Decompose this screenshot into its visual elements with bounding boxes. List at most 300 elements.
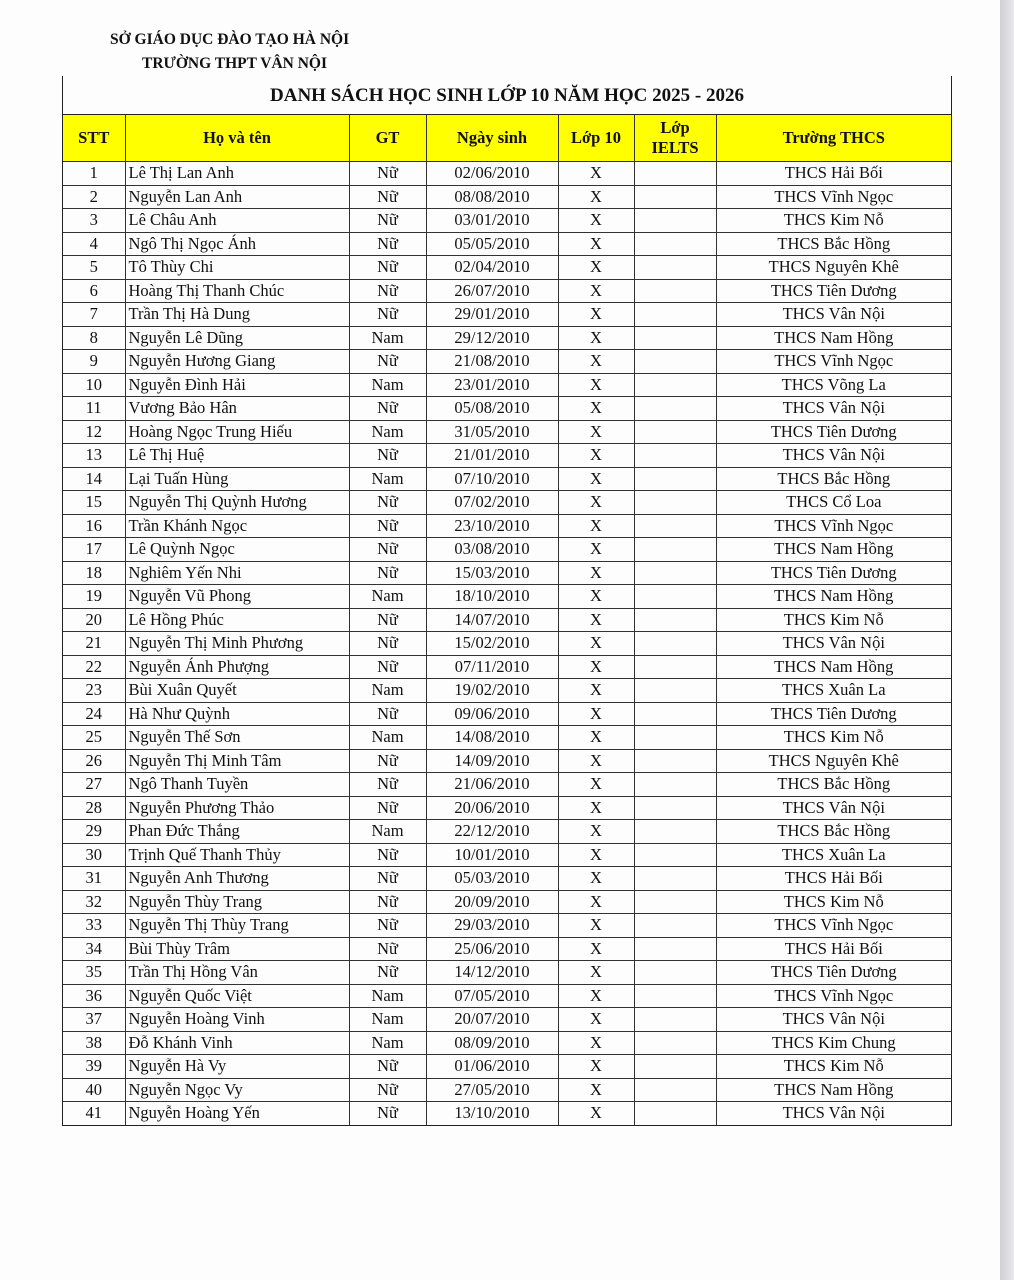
class10-cell: X: [558, 632, 634, 656]
stt-cell: 12: [63, 420, 125, 444]
class10-cell: X: [558, 702, 634, 726]
stt-cell: 6: [63, 279, 125, 303]
class10-cell: X: [558, 984, 634, 1008]
table-row: [63, 209, 951, 233]
class10-cell: X: [558, 1055, 634, 1079]
page-edge: [1000, 0, 1014, 1280]
dob-cell: 02/06/2010: [426, 162, 558, 186]
school-name: TRƯỜNG THPT VÂN NỘI: [142, 55, 328, 72]
class10-cell: X: [558, 467, 634, 491]
name-cell: Bùi Xuân Quyết: [125, 679, 349, 703]
name-cell: Trần Thị Hà Dung: [125, 303, 349, 327]
class10-cell: X: [558, 1008, 634, 1032]
table-row: [63, 561, 951, 585]
ielts-cell: [634, 303, 716, 327]
dob-cell: 13/10/2010: [426, 1102, 558, 1126]
class10-cell: X: [558, 303, 634, 327]
name-cell: Nguyễn Thị Minh Phương: [125, 632, 349, 656]
school-cell: THCS Kim Nỗ: [716, 1055, 951, 1079]
stt-cell: 16: [63, 514, 125, 538]
table-row: [63, 373, 951, 397]
gender-cell: Nam: [349, 326, 426, 350]
class10-cell: X: [558, 232, 634, 256]
class10-cell: X: [558, 185, 634, 209]
school-cell: THCS Hải Bối: [716, 162, 951, 186]
class10-cell: X: [558, 796, 634, 820]
stt-cell: 17: [63, 538, 125, 562]
name-cell: Nguyễn Ngọc Vy: [125, 1078, 349, 1102]
ielts-cell: [634, 1078, 716, 1102]
class10-cell: X: [558, 1031, 634, 1055]
name-cell: Nguyễn Hà Vy: [125, 1055, 349, 1079]
dob-cell: 14/07/2010: [426, 608, 558, 632]
ielts-cell: [634, 279, 716, 303]
ielts-cell: [634, 420, 716, 444]
ielts-cell: [634, 185, 716, 209]
dob-cell: 05/08/2010: [426, 397, 558, 421]
name-cell: Nguyễn Hương Giang: [125, 350, 349, 374]
stt-cell: 21: [63, 632, 125, 656]
dob-cell: 31/05/2010: [426, 420, 558, 444]
name-cell: Ngô Thị Ngọc Ánh: [125, 232, 349, 256]
stt-cell: 24: [63, 702, 125, 726]
name-cell: Nghiêm Yến Nhi: [125, 561, 349, 585]
table-row: [63, 514, 951, 538]
stt-cell: 2: [63, 185, 125, 209]
dob-cell: 14/09/2010: [426, 749, 558, 773]
dob-cell: 20/07/2010: [426, 1008, 558, 1032]
class10-cell: X: [558, 514, 634, 538]
table-row: [63, 326, 951, 350]
name-cell: Ngô Thanh Tuyền: [125, 773, 349, 797]
dob-cell: 14/08/2010: [426, 726, 558, 750]
class10-cell: X: [558, 820, 634, 844]
name-cell: Lê Thị Lan Anh: [125, 162, 349, 186]
name-cell: Hoàng Thị Thanh Chúc: [125, 279, 349, 303]
gender-cell: Nữ: [349, 608, 426, 632]
gender-cell: Nữ: [349, 232, 426, 256]
table-row: [63, 1055, 951, 1079]
stt-cell: 41: [63, 1102, 125, 1126]
table-row: [63, 538, 951, 562]
dob-cell: 21/08/2010: [426, 350, 558, 374]
gender-cell: Nữ: [349, 914, 426, 938]
gender-cell: Nữ: [349, 491, 426, 515]
dob-cell: 02/04/2010: [426, 256, 558, 280]
ielts-cell: [634, 209, 716, 233]
class10-cell: X: [558, 679, 634, 703]
dob-cell: 03/08/2010: [426, 538, 558, 562]
document-header: [110, 28, 349, 76]
school-cell: THCS Nam Hồng: [716, 538, 951, 562]
school-cell: THCS Vân Nội: [716, 1102, 951, 1126]
stt-cell: 30: [63, 843, 125, 867]
school-cell: THCS Bắc Hồng: [716, 773, 951, 797]
ielts-cell: [634, 491, 716, 515]
gender-cell: Nữ: [349, 843, 426, 867]
ielts-cell: [634, 467, 716, 491]
school-cell: THCS Nam Hồng: [716, 326, 951, 350]
stt-cell: 34: [63, 937, 125, 961]
name-cell: Nguyễn Vũ Phong: [125, 585, 349, 609]
school-cell: THCS Hải Bối: [716, 867, 951, 891]
dob-cell: 08/09/2010: [426, 1031, 558, 1055]
ielts-cell: [634, 162, 716, 186]
ielts-cell: [634, 608, 716, 632]
ielts-cell: [634, 702, 716, 726]
table-row: [63, 420, 951, 444]
class10-cell: X: [558, 914, 634, 938]
ielts-cell: [634, 632, 716, 656]
department-name: SỞ GIÁO DỤC ĐÀO TẠO HÀ NỘI: [110, 31, 350, 48]
class10-cell: X: [558, 961, 634, 985]
name-cell: Lê Quỳnh Ngọc: [125, 538, 349, 562]
class10-cell: X: [558, 1078, 634, 1102]
table-row: [63, 1031, 951, 1055]
ielts-cell: [634, 538, 716, 562]
ielts-cell: [634, 444, 716, 468]
table-row: [63, 679, 951, 703]
ielts-cell: [634, 256, 716, 280]
class10-cell: X: [558, 209, 634, 233]
table-row: [63, 608, 951, 632]
school-cell: THCS Nam Hồng: [716, 585, 951, 609]
table-row: [63, 303, 951, 327]
table-row: [63, 467, 951, 491]
name-cell: Nguyễn Thị Minh Tâm: [125, 749, 349, 773]
table-row: [63, 232, 951, 256]
school-cell: THCS Bắc Hồng: [716, 467, 951, 491]
class10-cell: X: [558, 890, 634, 914]
gender-cell: Nữ: [349, 162, 426, 186]
gender-cell: Nam: [349, 679, 426, 703]
dob-cell: 15/02/2010: [426, 632, 558, 656]
stt-cell: 26: [63, 749, 125, 773]
gender-cell: Nữ: [349, 1102, 426, 1126]
stt-cell: 15: [63, 491, 125, 515]
stt-cell: 35: [63, 961, 125, 985]
dob-cell: 07/02/2010: [426, 491, 558, 515]
table-row: [63, 350, 951, 374]
ielts-cell: [634, 820, 716, 844]
school-cell: THCS Vĩnh Ngọc: [716, 984, 951, 1008]
table-row: [63, 773, 951, 797]
stt-cell: 39: [63, 1055, 125, 1079]
name-cell: Nguyễn Lan Anh: [125, 185, 349, 209]
gender-cell: Nữ: [349, 796, 426, 820]
table-row: [63, 655, 951, 679]
name-cell: Trần Thị Hồng Vân: [125, 961, 349, 985]
stt-cell: 36: [63, 984, 125, 1008]
table-row: [63, 914, 951, 938]
dob-cell: 14/12/2010: [426, 961, 558, 985]
dob-cell: 10/01/2010: [426, 843, 558, 867]
table-row: [63, 1008, 951, 1032]
stt-cell: 31: [63, 867, 125, 891]
class10-cell: X: [558, 279, 634, 303]
stt-cell: 20: [63, 608, 125, 632]
ielts-cell: [634, 749, 716, 773]
table-row: [63, 726, 951, 750]
stt-cell: 9: [63, 350, 125, 374]
class10-cell: X: [558, 444, 634, 468]
gender-cell: Nam: [349, 585, 426, 609]
class10-cell: X: [558, 350, 634, 374]
class10-cell: X: [558, 420, 634, 444]
dob-cell: 05/05/2010: [426, 232, 558, 256]
gender-cell: Nữ: [349, 397, 426, 421]
gender-cell: Nữ: [349, 561, 426, 585]
gender-cell: Nữ: [349, 961, 426, 985]
stt-cell: 7: [63, 303, 125, 327]
school-cell: THCS Vĩnh Ngọc: [716, 914, 951, 938]
dob-cell: 25/06/2010: [426, 937, 558, 961]
school-cell: THCS Nguyên Khê: [716, 749, 951, 773]
ielts-cell: [634, 514, 716, 538]
ielts-cell: [634, 397, 716, 421]
school-cell: THCS Kim Nỗ: [716, 209, 951, 233]
school-cell: THCS Kim Chung: [716, 1031, 951, 1055]
ielts-cell: [634, 350, 716, 374]
stt-cell: 38: [63, 1031, 125, 1055]
dob-cell: 22/12/2010: [426, 820, 558, 844]
table-row: [63, 702, 951, 726]
stt-cell: 10: [63, 373, 125, 397]
name-cell: Nguyễn Lê Dũng: [125, 326, 349, 350]
school-cell: THCS Tiên Dương: [716, 420, 951, 444]
school-cell: THCS Vân Nội: [716, 397, 951, 421]
name-cell: Tô Thùy Chi: [125, 256, 349, 280]
dob-cell: 21/01/2010: [426, 444, 558, 468]
table-body: [63, 162, 951, 1126]
name-cell: Nguyễn Đình Hải: [125, 373, 349, 397]
school-cell: THCS Kim Nỗ: [716, 726, 951, 750]
gender-cell: Nữ: [349, 749, 426, 773]
class10-cell: X: [558, 867, 634, 891]
class10-cell: X: [558, 726, 634, 750]
stt-cell: 8: [63, 326, 125, 350]
class10-cell: X: [558, 256, 634, 280]
school-cell: THCS Vân Nội: [716, 1008, 951, 1032]
name-cell: Nguyễn Thế Sơn: [125, 726, 349, 750]
col-header-gender: GT: [349, 115, 426, 162]
ielts-cell: [634, 1008, 716, 1032]
school-cell: THCS Vĩnh Ngọc: [716, 514, 951, 538]
class10-cell: X: [558, 162, 634, 186]
col-header-ielts: Lớp IELTS: [634, 115, 716, 162]
dob-cell: 07/05/2010: [426, 984, 558, 1008]
name-cell: Nguyễn Thùy Trang: [125, 890, 349, 914]
col-header-stt: STT: [63, 115, 125, 162]
gender-cell: Nam: [349, 420, 426, 444]
ielts-cell: [634, 867, 716, 891]
table-row: [63, 984, 951, 1008]
gender-cell: Nữ: [349, 185, 426, 209]
dob-cell: 23/01/2010: [426, 373, 558, 397]
dob-cell: 27/05/2010: [426, 1078, 558, 1102]
stt-cell: 25: [63, 726, 125, 750]
dob-cell: 20/06/2010: [426, 796, 558, 820]
stt-cell: 18: [63, 561, 125, 585]
school-cell: THCS Tiên Dương: [716, 279, 951, 303]
school-cell: THCS Cổ Loa: [716, 491, 951, 515]
school-cell: THCS Xuân La: [716, 843, 951, 867]
table-row: [63, 961, 951, 985]
ielts-cell: [634, 796, 716, 820]
table-row: [63, 1078, 951, 1102]
stt-cell: 14: [63, 467, 125, 491]
table-row: [63, 867, 951, 891]
gender-cell: Nam: [349, 1008, 426, 1032]
ielts-cell: [634, 773, 716, 797]
school-cell: THCS Vân Nội: [716, 632, 951, 656]
school-cell: THCS Vĩnh Ngọc: [716, 350, 951, 374]
dob-cell: 09/06/2010: [426, 702, 558, 726]
name-cell: Hoàng Ngọc Trung Hiếu: [125, 420, 349, 444]
ielts-cell: [634, 937, 716, 961]
col-header-name: Họ và tên: [125, 115, 349, 162]
class10-cell: X: [558, 397, 634, 421]
dob-cell: 29/03/2010: [426, 914, 558, 938]
table-row: [63, 890, 951, 914]
stt-cell: 27: [63, 773, 125, 797]
gender-cell: Nữ: [349, 256, 426, 280]
stt-cell: 37: [63, 1008, 125, 1032]
col-header-dob: Ngày sinh: [426, 115, 558, 162]
name-cell: Lại Tuấn Hùng: [125, 467, 349, 491]
ielts-cell: [634, 1102, 716, 1126]
school-cell: THCS Kim Nỗ: [716, 608, 951, 632]
class10-cell: X: [558, 1102, 634, 1126]
name-cell: Bùi Thùy Trâm: [125, 937, 349, 961]
table-row: [63, 397, 951, 421]
school-cell: THCS Kim Nỗ: [716, 890, 951, 914]
dob-cell: 05/03/2010: [426, 867, 558, 891]
school-cell: THCS Nam Hồng: [716, 1078, 951, 1102]
table-row: [63, 162, 951, 186]
gender-cell: Nữ: [349, 937, 426, 961]
stt-cell: 23: [63, 679, 125, 703]
stt-cell: 40: [63, 1078, 125, 1102]
name-cell: Nguyễn Phương Thảo: [125, 796, 349, 820]
name-cell: Phan Đức Thắng: [125, 820, 349, 844]
dob-cell: 07/10/2010: [426, 467, 558, 491]
school-cell: THCS Tiên Dương: [716, 961, 951, 985]
class10-cell: X: [558, 561, 634, 585]
ielts-cell: [634, 326, 716, 350]
gender-cell: Nữ: [349, 514, 426, 538]
table-row: [63, 749, 951, 773]
gender-cell: Nữ: [349, 1055, 426, 1079]
school-cell: THCS Vân Nội: [716, 796, 951, 820]
ielts-cell: [634, 1031, 716, 1055]
table-row: [63, 843, 951, 867]
table-row: [63, 256, 951, 280]
dob-cell: 29/01/2010: [426, 303, 558, 327]
table-row: [63, 937, 951, 961]
name-cell: Nguyễn Hoàng Vinh: [125, 1008, 349, 1032]
name-cell: Trịnh Quế Thanh Thủy: [125, 843, 349, 867]
school-cell: THCS Nguyên Khê: [716, 256, 951, 280]
table-row: [63, 279, 951, 303]
dob-cell: 20/09/2010: [426, 890, 558, 914]
ielts-cell: [634, 585, 716, 609]
ielts-cell: [634, 843, 716, 867]
ielts-cell: [634, 1055, 716, 1079]
stt-cell: 4: [63, 232, 125, 256]
dob-cell: 21/06/2010: [426, 773, 558, 797]
name-cell: Nguyễn Anh Thương: [125, 867, 349, 891]
dob-cell: 18/10/2010: [426, 585, 558, 609]
name-cell: Lê Hồng Phúc: [125, 608, 349, 632]
school-cell: THCS Bắc Hồng: [716, 820, 951, 844]
col-header-class10: Lớp 10: [558, 115, 634, 162]
gender-cell: Nữ: [349, 867, 426, 891]
stt-cell: 33: [63, 914, 125, 938]
class10-cell: X: [558, 585, 634, 609]
gender-cell: Nữ: [349, 279, 426, 303]
school-cell: THCS Vĩnh Ngọc: [716, 185, 951, 209]
table-row: [63, 632, 951, 656]
gender-cell: Nữ: [349, 702, 426, 726]
gender-cell: Nữ: [349, 890, 426, 914]
school-cell: THCS Tiên Dương: [716, 561, 951, 585]
school-cell: THCS Tiên Dương: [716, 702, 951, 726]
gender-cell: Nữ: [349, 209, 426, 233]
col-header-school: Trường THCS: [716, 115, 951, 162]
name-cell: Đỗ Khánh Vinh: [125, 1031, 349, 1055]
class10-cell: X: [558, 326, 634, 350]
ielts-cell: [634, 655, 716, 679]
ielts-cell: [634, 914, 716, 938]
gender-cell: Nữ: [349, 632, 426, 656]
gender-cell: Nam: [349, 373, 426, 397]
school-cell: THCS Bắc Hồng: [716, 232, 951, 256]
name-cell: Hà Như Quỳnh: [125, 702, 349, 726]
name-cell: Lê Châu Anh: [125, 209, 349, 233]
name-cell: Vương Bảo Hân: [125, 397, 349, 421]
class10-cell: X: [558, 773, 634, 797]
class10-cell: X: [558, 655, 634, 679]
gender-cell: Nữ: [349, 303, 426, 327]
table-row: [63, 444, 951, 468]
class10-cell: X: [558, 491, 634, 515]
gender-cell: Nữ: [349, 773, 426, 797]
name-cell: Nguyễn Hoàng Yến: [125, 1102, 349, 1126]
gender-cell: Nữ: [349, 655, 426, 679]
dob-cell: 03/01/2010: [426, 209, 558, 233]
dob-cell: 19/02/2010: [426, 679, 558, 703]
ielts-cell: [634, 890, 716, 914]
dob-cell: 26/07/2010: [426, 279, 558, 303]
school-cell: THCS Vân Nội: [716, 444, 951, 468]
name-cell: Trần Khánh Ngọc: [125, 514, 349, 538]
name-cell: Nguyễn Quốc Việt: [125, 984, 349, 1008]
school-cell: THCS Xuân La: [716, 679, 951, 703]
class10-cell: X: [558, 937, 634, 961]
stt-cell: 32: [63, 890, 125, 914]
ielts-cell: [634, 373, 716, 397]
name-cell: Nguyễn Thị Quỳnh Hương: [125, 491, 349, 515]
stt-cell: 13: [63, 444, 125, 468]
stt-cell: 28: [63, 796, 125, 820]
dob-cell: 01/06/2010: [426, 1055, 558, 1079]
stt-cell: 5: [63, 256, 125, 280]
ielts-cell: [634, 561, 716, 585]
school-cell: THCS Hải Bối: [716, 937, 951, 961]
gender-cell: Nam: [349, 467, 426, 491]
class10-cell: X: [558, 608, 634, 632]
